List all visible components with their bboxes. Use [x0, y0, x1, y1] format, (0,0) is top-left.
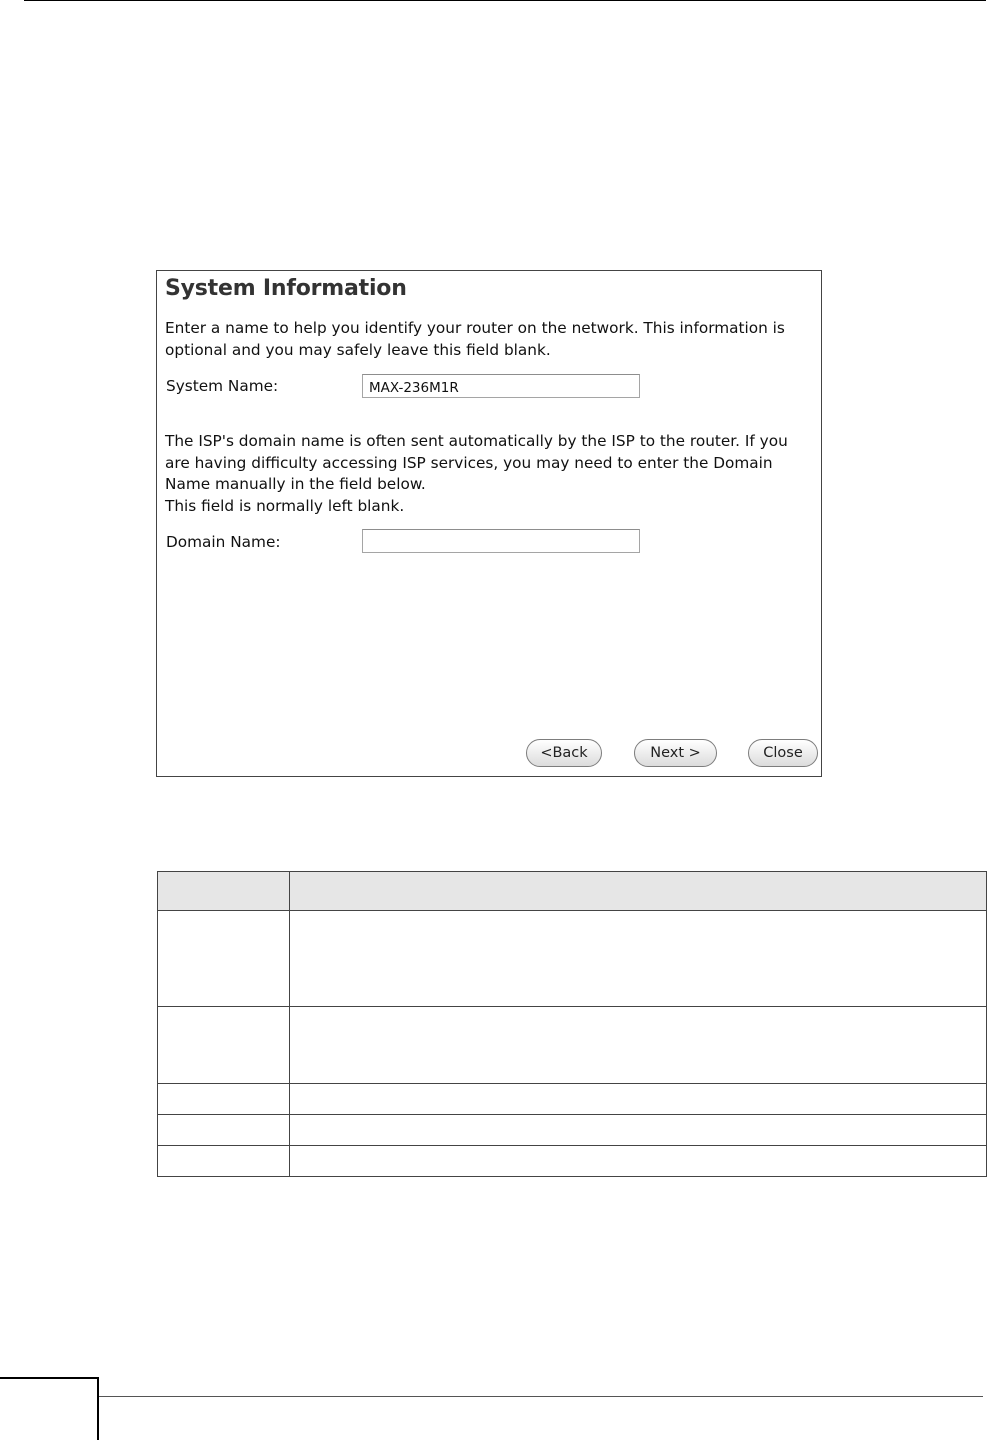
domain-help-text-note: This field is normally left blank.	[165, 496, 405, 515]
domain-name-input[interactable]	[362, 529, 640, 553]
table-row	[158, 1084, 987, 1115]
table-header-row	[158, 872, 987, 911]
table-header-cell	[158, 872, 290, 911]
table-cell	[158, 911, 290, 1007]
table-cell	[290, 911, 987, 1007]
table-cell	[158, 1115, 290, 1146]
table-cell	[158, 1084, 290, 1115]
page-number-box	[0, 1377, 99, 1440]
domain-help-text	[165, 431, 815, 517]
next-button[interactable]: Next >	[634, 739, 717, 767]
table-cell	[290, 1115, 987, 1146]
intro-text: Enter a name to help you identify your router on the network. This information is optional and you may safely leave this field blank.	[165, 319, 785, 359]
table-row	[158, 1115, 987, 1146]
table-row	[158, 1007, 987, 1084]
field-description-table	[157, 871, 987, 1177]
system-information-panel	[156, 270, 822, 777]
close-button[interactable]: Close	[748, 739, 818, 767]
system-name-label: System Name:	[166, 377, 279, 395]
table-header-cell	[290, 872, 987, 911]
table-cell	[290, 1146, 987, 1177]
table-cell	[290, 1007, 987, 1084]
header-rule	[24, 0, 986, 1]
panel-title: System Information	[165, 276, 407, 301]
back-button[interactable]: <Back	[526, 739, 602, 767]
table-cell	[158, 1007, 290, 1084]
table-cell	[158, 1146, 290, 1177]
system-name-input[interactable]	[362, 374, 640, 398]
table-row	[158, 911, 987, 1007]
table-row	[158, 1146, 987, 1177]
domain-help-text-main: The ISP's domain name is often sent automatically by the ISP to the router. If you are having difficulty accessing ISP services, you may need to enter the Domain Name manually in the field below.	[165, 432, 788, 493]
domain-name-label: Domain Name:	[166, 533, 281, 551]
table-cell	[290, 1084, 987, 1115]
footer-rule	[99, 1396, 983, 1397]
